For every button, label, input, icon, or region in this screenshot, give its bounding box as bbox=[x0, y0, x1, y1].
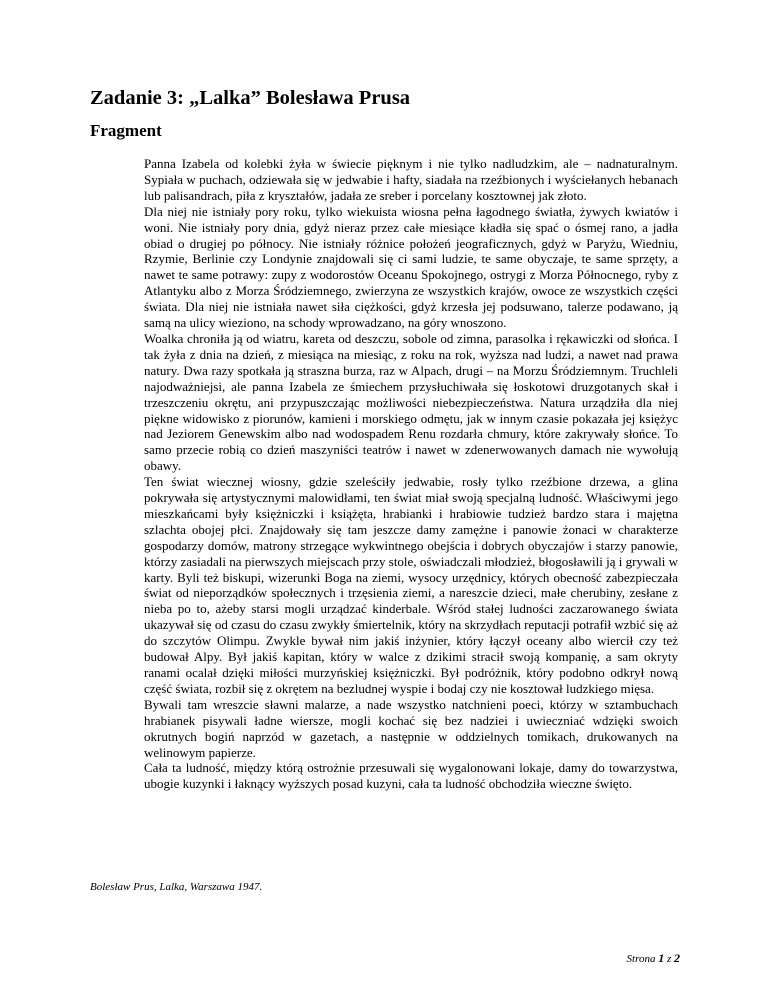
paragraph-5: Bywali tam wreszcie sławni malarze, a nade wszystko natchnieni poeci, którzy w sztambuchach hrabianek pisywali ładne wiersze, mogli kochać się bez nadziei i uwieczniać wdzięki swoich okrutnych bogiń naprzód w gazetach, a następnie w oddzielnych tomikach, drukowanych na welinowym papierze. bbox=[144, 696, 678, 760]
paragraph-3: Woalka chroniła ją od wiatru, kareta od deszczu, sobole od zimna, parasolka i rękawiczki od słońca. I tak żyła z dnia na dzień, z miesiąca na miesiąc, z roku na rok, wyższa nad ludzi, a nawet nad prawa natury. Dwa razy spotkała ją straszna burza, raz w Alpach, drugi – na Morzu Śródziemnym. Truchleli najodważniejsi, ale panna Izabela ze śmiechem przysłuchiwała się łoskotowi druzgotanych skał i trzeszczeniu okrętu, ani przypuszczając możliwości niebezpieczeństwa. Natura urządziła dla niej piękne widowisko z piorunów, kamieni i morskiego odmętu, jak w innym czasie pokazała jej księżyc nad Jeziorem Genewskim albo nad wodospadem Renu rozdarła chmury, które zakrywały słońce. To samo przecie robią co dzień maszyniści teatrów i nawet w zdenerwowanych damach nie wywołują obawy. bbox=[144, 330, 678, 474]
fragment-text bbox=[144, 156, 678, 792]
page-separator: z bbox=[664, 953, 674, 965]
page-number bbox=[627, 951, 680, 966]
paragraph-4: Ten świat wiecznej wiosny, gdzie szeleściły jedwabie, rosły tylko rzeźbione drzewa, a glina pokrywała się artystycznymi malowidłami, ten świat miał swoją specjalną ludność. Właściwymi jego mieszkańcami były księżniczki i książęta, hrabianki i hrabiowie tudzież bardzo stara i majętna szlachta obojej płci. Znajdowały się tam jeszcze damy zamężne i panowie żonaci w charakterze gospodarzy domów, matrony strzegące wykwintnego obejścia i dobrych obyczajów i starzy panowie, którzy zasiadali na pierwszych miejscach przy stole, oświadczali młodzież, błogosławili ją i grywali w karty. Byli też biskupi, wizerunki Boga na ziemi, wysocy urzędnicy, których obecność zabezpieczała świat od nieporządków społecznych i trzęsienia ziemi, a nareszcie dzieci, małe cherubiny, zesłane z nieba po to, ażeby starsi mogli urządzać kinderbale. Wśród stałej ludności zaczarowanego świata ukazywał się od czasu do czasu zwykły śmiertelnik, który na skrzydłach reputacji potrafił wzbić się aż do szczytów Olimpu. Zwykle bywał nim jakiś inżynier, który łączył oceany albo wiercił czy też budował Alpy. Był jakiś kapitan, który w walce z dzikimi stracił swoją kompanię, a sam okryty ranami ocalał dzięki miłości murzyńskiej księżniczki. Był podróżnik, który podobno odkrył nową część świata, rozbił się z okrętem na bezludnej wyspie i bodaj czy nie kosztował ludzkiego mięsa. bbox=[144, 474, 678, 696]
page-label: Strona bbox=[626, 953, 659, 965]
paragraph-6: Cała ta ludność, między którą ostrożnie przesuwali się wygalonowani lokaje, damy do towarzystwa, ubogie kuzynki i łaknący wyższych posad kuzyni, cała ta ludność obchodziła wieczne święto. bbox=[144, 760, 678, 792]
total-pages-number: 2 bbox=[674, 951, 680, 965]
paragraph-1: Panna Izabela od kolebki żyła w świecie pięknym i nie tylko nadludzkim, ale – nadnaturalnym. Sypiała w puchach, odziewała się w jedwabie i hafty, siadała na rzeźbionych i wyściełanych hebanach lub palisandrach, piła z kryształów, jadała ze sreber i porcelany kosztownej jak złoto. bbox=[144, 156, 678, 203]
paragraph-2: Dla niej nie istniały pory roku, tylko wiekuista wiosna pełna łagodnego światła, żywych kwiatów i woni. Nie istniały pory dnia, gdyż nieraz przez całe miesiące kładła się spać o ósmej rano, a jadła obiad o drugiej po północy. Nie istniały różnice położeń jeograficznych, gdyż w Paryżu, Wiedniu, Rzymie, Berlinie czy Londynie znajdowali się ci sami ludzie, te same obyczaje, te same sprzęty, a nawet te same potrawy: zupy z wodorostów Oceanu Spokojnego, ostrygi z Morza Północnego, ryby z Atlantyku albo z Morza Śródziemnego, zwierzyna ze wszystkich krajów, owoce ze wszystkich części świata. Dla niej nie istniała nawet siła ciężkości, gdyż krzesła jej podsuwano, talerze podawano, ją samą na ulicy wieziono, na schody wprowadzano, na góry wnoszono. bbox=[144, 203, 678, 331]
section-heading: Fragment bbox=[90, 121, 162, 140]
current-page-number: 1 bbox=[658, 951, 665, 965]
source-citation: Bolesław Prus, Lalka, Warszawa 1947. bbox=[90, 881, 263, 893]
page-title: Zadanie 3: „Lalka” Bolesława Prusa bbox=[90, 87, 411, 109]
